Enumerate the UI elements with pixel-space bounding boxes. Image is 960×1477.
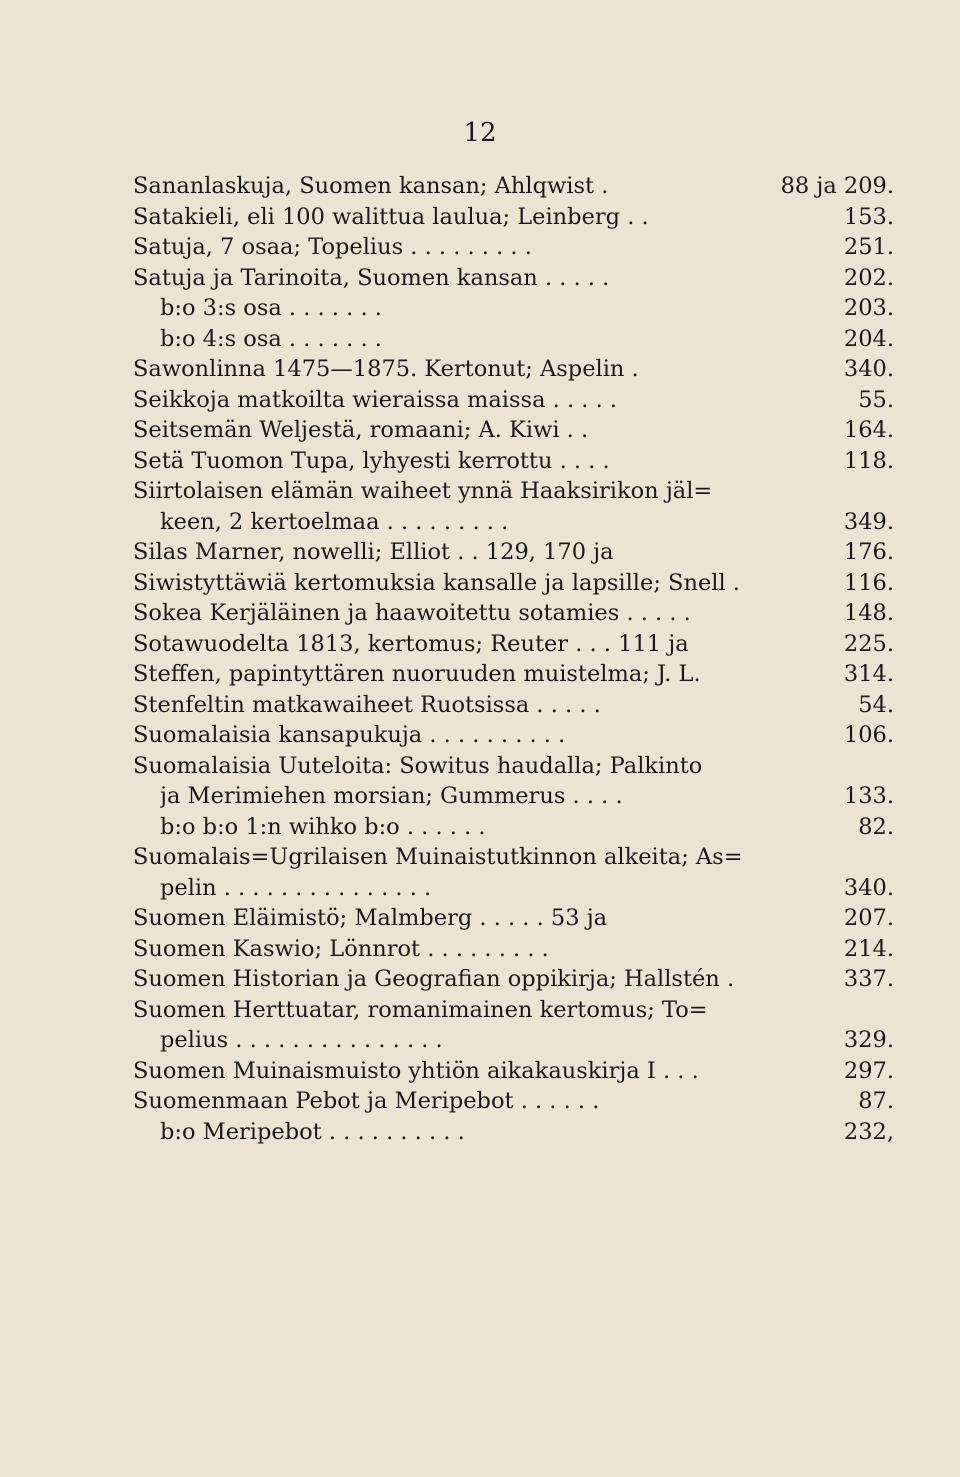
catalog-entry-line (0, 873, 960, 904)
catalog-entry-line (0, 995, 960, 1026)
entry-title: Suomalaisia kansapukuja . . . . . . . . . . (133, 722, 566, 748)
catalog-entry-line (0, 507, 960, 538)
entry-title: keen, 2 kertoelmaa . . . . . . . . . (160, 508, 509, 535)
entry-title: Silas Marner, nowelli; Elliot . . 129, 170 ja (133, 539, 614, 565)
entry-number: 314. (843, 661, 894, 687)
entry-title: Satakieli, eli 100 walittua laulua; Leinberg . . (133, 203, 649, 230)
catalog-entry-line (0, 964, 960, 995)
entry-number: 118. (843, 447, 894, 474)
catalog-entry-line (0, 202, 960, 233)
catalog-entry-line (0, 781, 960, 812)
page-number: 12 (463, 118, 497, 148)
entry-title: pelin . . . . . . . . . . . . . . . (160, 874, 432, 901)
entry-number: 232, (843, 1118, 894, 1145)
entry-title: Stenfeltin matkawaiheet Ruotsissa . . . . . (133, 691, 601, 718)
catalog-entry-line (0, 171, 960, 202)
catalog-entry-line (0, 293, 960, 324)
catalog-entry-line (0, 1117, 960, 1148)
catalog-entries (0, 171, 960, 1147)
entry-title: Sananlaskuja, Suomen kansan; Ahlqwist . (133, 173, 609, 199)
entry-number: 207. (843, 905, 894, 931)
entry-title: Suomalais=Ugrilaisen Muinaistutkinnon alkeita; As= (133, 844, 743, 870)
entry-number: 153. (843, 203, 894, 230)
entry-number: 176. (843, 539, 894, 565)
catalog-entry-line (0, 446, 960, 477)
entry-title: Steffen, papintyttären nuoruuden muistelma; J. L. (133, 661, 701, 687)
entry-title: b:o b:o 1:n wihko b:o . . . . . . (160, 813, 486, 840)
catalog-entry-line (0, 598, 960, 629)
catalog-entry-line (0, 324, 960, 355)
catalog-entry-line (0, 751, 960, 782)
entry-number: 203. (843, 295, 894, 321)
entry-number: 225. (843, 630, 894, 657)
entry-title: Sawonlinna 1475—1875. Kertonut; Aspelin . (133, 356, 639, 382)
entry-number: 148. (843, 600, 894, 626)
entry-title: b:o 3:s osa . . . . . . . (160, 295, 382, 321)
entry-number: 82. (858, 813, 894, 840)
entry-title: Suomenmaan Pebot ja Meripebot . . . . . . (133, 1088, 600, 1114)
entry-number: 55. (858, 386, 894, 413)
entry-number: 337. (843, 966, 894, 992)
entry-number: 87. (858, 1088, 894, 1114)
entry-number: 297. (843, 1057, 894, 1084)
entry-title: Setä Tuomon Tupa, lyhyesti kerrottu . . . . (133, 447, 610, 474)
catalog-entry-line (0, 263, 960, 294)
entry-number: 251. (843, 234, 894, 260)
catalog-entry-line (0, 629, 960, 660)
catalog-entry-line (0, 415, 960, 446)
entry-number: 340. (843, 874, 894, 901)
catalog-entry-line (0, 568, 960, 599)
entry-number: 204. (843, 325, 894, 352)
entry-title: Suomen Muinaismuisto yhtiön aikakauskirja I . . . (133, 1057, 699, 1084)
entry-number: 214. (843, 935, 894, 962)
catalog-entry-line (0, 903, 960, 934)
entry-number: 106. (843, 722, 894, 748)
entry-title: Siwistyttäwiä kertomuksia kansalle ja lapsille; Snell . (133, 569, 740, 596)
catalog-entry-line (0, 1086, 960, 1117)
entry-title: Seitsemän Weljestä, romaani; A. Kiwi . . (133, 417, 589, 443)
entry-number: 329. (843, 1027, 894, 1053)
catalog-entry-line (0, 1056, 960, 1087)
entry-title: ja Merimiehen morsian; Gummerus . . . . (160, 783, 623, 809)
entry-number: 133. (843, 783, 894, 809)
catalog-entry-line (0, 842, 960, 873)
entry-title: Sotawuodelta 1813, kertomus; Reuter . . . 111 ja (133, 630, 689, 657)
entry-title: Suomalaisia Uuteloita: Sowitus haudalla; Palkinto (133, 752, 703, 779)
entry-number: 202. (843, 264, 894, 291)
catalog-entry-line (0, 232, 960, 263)
entry-number: 349. (843, 508, 894, 535)
catalog-entry-line (0, 659, 960, 690)
entry-title: Seikkoja matkoilta wieraissa maissa . . . . . (133, 386, 618, 413)
entry-number: 54. (858, 691, 894, 718)
catalog-entry-line (0, 934, 960, 965)
entry-number: 88 ja 209. (780, 173, 894, 199)
entry-title: Satuja, 7 osaa; Topelius . . . . . . . . . (133, 234, 532, 260)
catalog-entry-line (0, 354, 960, 385)
entry-title: b:o Meripebot . . . . . . . . . . (160, 1118, 465, 1145)
entry-title: Suomen Kaswio; Lönnrot . . . . . . . . . (133, 935, 549, 962)
catalog-entry-line (0, 537, 960, 568)
catalog-entry-line (0, 476, 960, 507)
entry-title: pelius . . . . . . . . . . . . . . . (160, 1027, 443, 1053)
entry-number: 340. (843, 356, 894, 382)
entry-title: Siirtolaisen elämän waiheet ynnä Haaksirikon jäl= (133, 478, 713, 504)
entry-number: 164. (843, 417, 894, 443)
entry-title: Suomen Historian ja Geografian oppikirja; Hallstén . (133, 966, 735, 992)
entry-title: Suomen Eläimistö; Malmberg . . . . . 53 ja (133, 905, 608, 931)
catalog-entry-line (0, 385, 960, 416)
entry-title: Satuja ja Tarinoita, Suomen kansan . . . . . (133, 264, 610, 291)
catalog-entry-line (0, 690, 960, 721)
catalog-entry-line (0, 1025, 960, 1056)
catalog-entry-line (0, 812, 960, 843)
entry-number: 116. (843, 569, 894, 596)
entry-title: b:o 4:s osa . . . . . . . (160, 325, 382, 352)
catalog-entry-line (0, 720, 960, 751)
entry-title: Suomen Herttuatar, romanimainen kertomus; To= (133, 996, 708, 1023)
entry-title: Sokea Kerjäläinen ja haawoitettu sotamies . . . . . (133, 600, 691, 626)
